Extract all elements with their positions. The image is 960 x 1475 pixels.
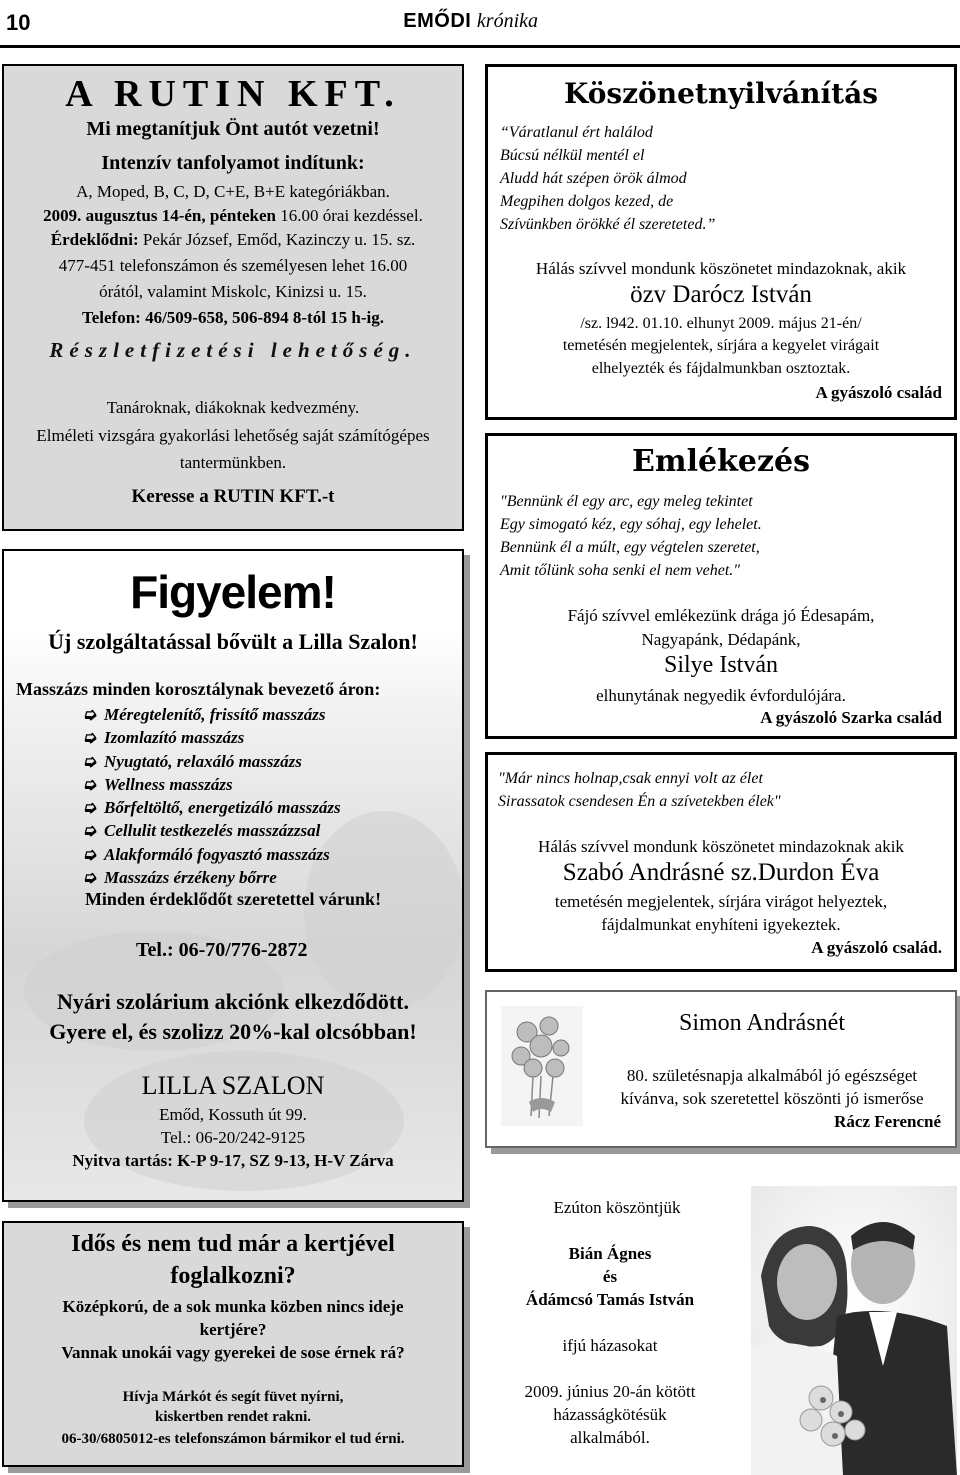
szabo-poem — [498, 767, 781, 813]
arrow-icon: ➭ — [82, 844, 97, 864]
rutin-exam-1: Elméleti vizsgára gyakorlási lehetőség saját számítógépes — [36, 426, 430, 445]
idos-call-3: 06-30/6805012-es telefonszámon bármikor el tud érni. — [61, 1431, 405, 1447]
szabo-text-1: temetésén megjelentek, sírjára virágot helyeztek, — [554, 892, 888, 911]
idos-q1-1: Középkorú, de a sok munka közben nincs ideje — [62, 1297, 404, 1316]
lilla-intro: Masszázs minden korosztálynak bevezető áron: — [16, 679, 381, 699]
service-item: ➭ Masszázs érzékeny bőrre — [82, 866, 341, 889]
rutin-discount: Tanároknak, diákoknak kedvezmény. — [106, 398, 360, 417]
lilla-ad — [2, 549, 464, 1202]
lilla-name: LILLA SZALON — [141, 1071, 325, 1100]
rutin-line3: órától, valamint Miskolc, Kinizsi u. 15. — [99, 282, 367, 301]
lilla-solar-1: Nyári szolárium akciónk elkezdődött. — [57, 989, 409, 1014]
rutin-contact — [4, 230, 462, 250]
lilla-tel1: Tel.: 06-70/776-2872 — [136, 939, 308, 961]
poem-line: Bennünk él a múlt, egy végtelen szeretet, — [500, 539, 760, 556]
wedding-and: és — [602, 1267, 618, 1286]
poem-line: Egy simogató kéz, egy sóhaj, egy lehelet. — [500, 516, 762, 533]
paper-subtitle: krónika — [476, 10, 538, 32]
poem-line: Búcsú nélkül mentél el — [500, 147, 645, 164]
emlekezes-text-2: Nagyapánk, Dédapánk, — [641, 630, 801, 649]
poem-line: "Bennünk él egy arc, egy meleg tekintet — [500, 493, 753, 510]
rutin-categories: A, Moped, B, C, D, C+E, B+E kategóriákban. — [76, 182, 390, 201]
lilla-tel2: Tel.: 06-20/242-9125 — [160, 1128, 306, 1147]
arrow-icon: ➭ — [82, 798, 97, 818]
rutin-tagline: Mi megtanítjuk Önt autót vezetni! — [86, 118, 380, 140]
poem-line: Sirassatok csendesen Én a szívetekben élek" — [498, 793, 781, 810]
service-item: ➭ Méregtelenítő, frissítő masszázs — [82, 703, 341, 726]
koszonet-text-1: temetésén megjelentek, sírjára a kegyelet virágait — [562, 337, 880, 354]
idos-q2: Vannak unokái vagy gyerekei de sose érnek rá? — [61, 1343, 405, 1362]
wedding-notice — [485, 1172, 957, 1472]
rutin-cta: Keresse a RUTIN KFT.-t — [131, 486, 335, 507]
rutin-date-rest: 16.00 órai kezdéssel. — [276, 206, 423, 225]
wedding-intro: Ezúton köszöntjük — [553, 1198, 681, 1217]
emlekezes-title: Emlékezés — [632, 444, 810, 479]
rutin-installment: Részletfizetési lehetőség. — [49, 338, 417, 362]
emlekezes-text-1: Fájó szívvel emlékezünk drága jó Édesapám, — [567, 606, 875, 625]
lilla-headline: Figyelem! — [130, 566, 336, 618]
koszonet-notice — [485, 64, 957, 420]
rutin-exam-2: tantermünkben. — [179, 453, 287, 472]
lilla-address: Emőd, Kossuth út 99. — [159, 1105, 307, 1124]
poem-line: Szívünkben örökké él szereteted.” — [500, 216, 716, 233]
wedding-name-1: Bián Ágnes — [568, 1244, 652, 1263]
rutin-date — [4, 206, 462, 226]
emlekezes-poem — [500, 490, 762, 582]
rutin-contact-label: Érdeklődni: — [50, 230, 139, 249]
simon-text-2: kívánva, sok szeretettel köszönti jó ismerőse — [620, 1089, 924, 1108]
idos-call-1: Hívja Márkót és segít füvet nyírni, — [122, 1389, 344, 1405]
emlekezes-signature: A gyászoló Szarka család — [760, 708, 942, 727]
idos-call-2: kiskertben rendet rakni. — [155, 1409, 311, 1425]
lilla-hours: Nyitva tartás: K-P 9-17, SZ 9-13, H-V Zárva — [72, 1151, 394, 1170]
emlekezes-text-3: elhunytának negyedik évfordulójára. — [596, 686, 846, 705]
koszonet-thanks: Hálás szívvel mondunk köszönetet mindazoknak, akik — [535, 259, 907, 278]
koszonet-name: özv Darócz István — [630, 281, 812, 308]
simon-notice — [485, 990, 957, 1148]
arrow-icon: ➭ — [82, 728, 97, 748]
service-item: ➭ Izomlazító masszázs — [82, 726, 341, 749]
poem-line: Amit tőlünk soha senki el nem vehet." — [500, 562, 740, 579]
poem-line: Megpihen dolgos kezed, de — [500, 193, 674, 210]
service-item: ➭ Bőrfeltöltő, energetizáló masszázs — [82, 796, 341, 819]
service-item: ➭ Wellness masszázs — [82, 773, 341, 796]
wedding-date: 2009. június 20-án kötött — [524, 1382, 696, 1401]
koszonet-signature: A gyászoló család — [815, 383, 942, 402]
rutin-date-bold: 2009. augusztus 14-én, pénteken — [43, 206, 276, 225]
koszonet-title: Köszönetnyilvánítás — [564, 77, 878, 110]
koszonet-text-2: elhelyezték és fájdalmunkban osztoztak. — [591, 360, 851, 377]
koszonet-poem — [500, 121, 715, 236]
poem-line: "Már nincs holnap,csak ennyi volt az élet — [498, 770, 763, 787]
szabo-thanks: Hálás szívvel mondunk köszönetet mindazoknak akik — [538, 837, 904, 856]
poem-line: Aludd hát szépen örök álmod — [500, 170, 687, 187]
rutin-contact-rest: Pekár József, Emőd, Kazinczy u. 15. sz. — [138, 230, 416, 249]
wedding-text-3: alkalmából. — [570, 1428, 650, 1447]
wedding-couple-photo — [751, 1186, 957, 1475]
idos-title-2: foglalkozni? — [170, 1263, 296, 1289]
arrow-icon: ➭ — [82, 821, 97, 841]
arrow-icon: ➭ — [82, 868, 97, 888]
idos-title-1: Idős és nem tud már a kertjével — [71, 1231, 395, 1257]
arrow-icon: ➭ — [82, 705, 97, 724]
page-number: 10 — [6, 10, 31, 35]
idos-q1-2: kertjére? — [199, 1320, 267, 1339]
lilla-sub: Új szolgáltatással bővült a Lilla Szalon! — [48, 629, 418, 654]
rutin-phone: Telefon: 46/509-658, 506-894 8-tól 15 h-ig. — [81, 308, 385, 327]
masthead — [403, 10, 538, 33]
poem-line: “Váratlanul ért halálod — [500, 124, 653, 141]
service-item: ➭ Alakformáló fogyasztó masszázs — [82, 843, 341, 866]
emlekezes-name: Silye István — [664, 652, 778, 678]
wedding-text: ifjú házasokat — [562, 1336, 658, 1355]
wedding-text-2: házasságkötésük — [553, 1405, 667, 1424]
szabo-name: Szabó Andrásné sz.Durdon Éva — [562, 859, 880, 886]
service-item: ➭ Nyugtató, relaxáló masszázs — [82, 750, 341, 773]
arrow-icon: ➭ — [82, 774, 97, 794]
rutin-ad — [2, 64, 464, 531]
wedding-name-2: Ádámcsó Tamás István — [525, 1290, 695, 1309]
service-item: ➭ Cellulit testkezelés masszázzsal — [82, 819, 341, 842]
szabo-notice — [485, 752, 957, 972]
szabo-signature: A gyászoló család. — [811, 938, 942, 957]
flower-bouquet-image — [501, 1006, 583, 1126]
lilla-solar-2: Gyere el, és szolizz 20%-kal olcsóbban! — [49, 1019, 417, 1044]
szabo-text-2: fájdalmunkat enyhíteni igyekeztek. — [601, 915, 841, 934]
rutin-intensive: Intenzív tanfolyamot indítunk: — [101, 152, 365, 174]
rutin-title: A RUTIN KFT. — [65, 73, 401, 115]
emlekezes-notice — [485, 433, 957, 739]
paper-name: EMŐDI — [403, 10, 472, 32]
koszonet-dates: /sz. l942. 01.10. elhunyt 2009. május 21-én/ — [580, 315, 862, 332]
rutin-line2: 477-451 telefonszámon és személyesen lehet 16.00 — [58, 256, 408, 275]
simon-signature: Rácz Ferencné — [834, 1112, 941, 1131]
arrow-icon: ➭ — [82, 751, 97, 771]
idos-ad — [2, 1221, 464, 1467]
simon-name: Simon Andrásnét — [679, 1010, 845, 1036]
lilla-services — [82, 703, 341, 889]
simon-text-1: 80. születésnapja alkalmából jó egészséget — [626, 1066, 918, 1085]
lilla-welcome: Minden érdeklődőt szeretettel várunk! — [84, 889, 382, 909]
page-header — [0, 0, 960, 48]
